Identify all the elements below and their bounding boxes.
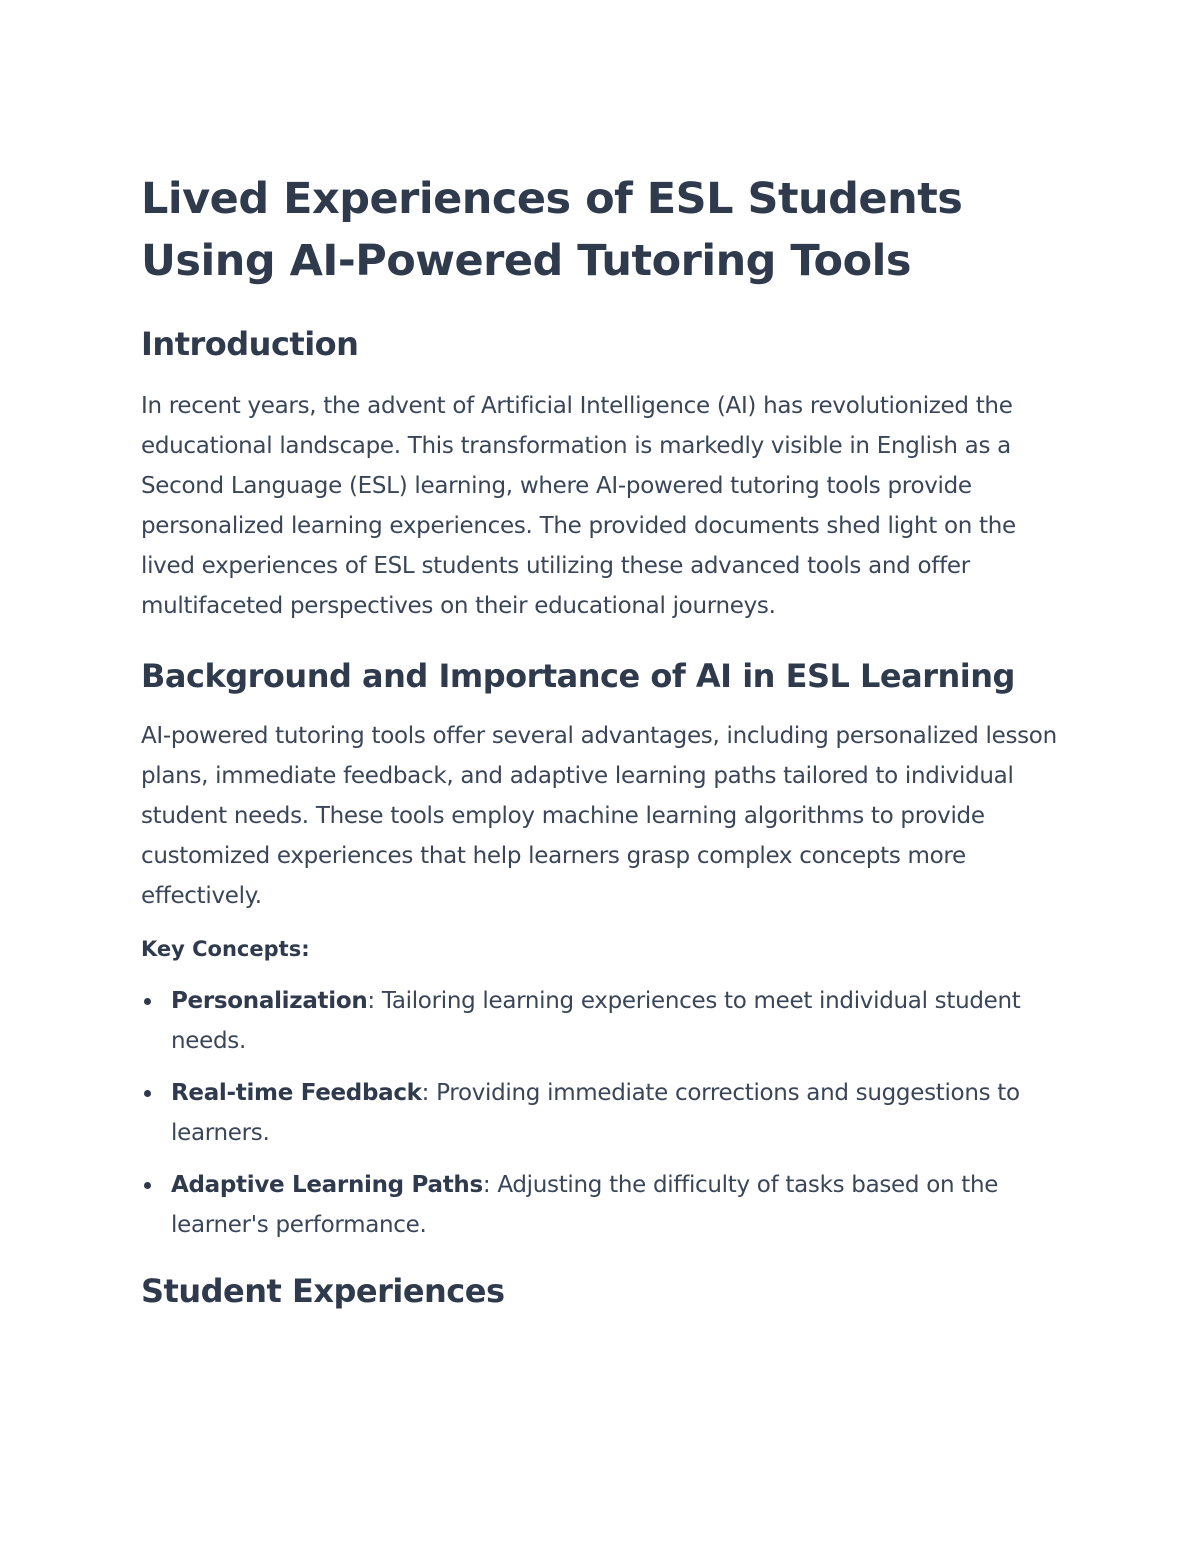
bullet-icon: [144, 998, 151, 1005]
key-concepts-label: Key Concepts:: [141, 937, 310, 961]
background-paragraph: AI-powered tutoring tools offer several advantages, including personalized lesson plans, immediate feedback, and adaptive learning paths tailored to individual student needs. These tools employ machine learning algorithms to provide customized experiences that help learners grasp complex concepts more effectively.: [141, 723, 1057, 909]
bullet-icon: [144, 1090, 151, 1097]
introduction-paragraph: In recent years, the advent of Artificial Intelligence (AI) has revolutionized the educational landscape. This transformation is markedly visible in English as a Second Language (ESL) learning, where AI-powered tutoring tools provide personalized learning experiences. The provided documents shed light on the lived experiences of ESL students utilizing these advanced tools and offer multifaceted perspectives on their educational journeys.: [141, 393, 1016, 619]
concept-description: : Tailoring learning experiences to meet individual student needs.: [171, 988, 1021, 1054]
document-title: Lived Experiences of ESL Students Using AI-Powered Tutoring Tools: [141, 174, 963, 286]
list-item: [141, 1165, 1061, 1245]
concept-description: : Adjusting the difficulty of tasks based on the learner's performance.: [171, 1172, 999, 1238]
bullet-icon: [144, 1182, 151, 1189]
section-heading-student-experiences: Student Experiences: [141, 1272, 505, 1310]
list-item: [141, 981, 1061, 1061]
section-heading-introduction: Introduction: [141, 325, 359, 363]
document-page: [141, 168, 1061, 1313]
key-concepts-list: [141, 981, 1061, 1245]
section-heading-background: Background and Importance of AI in ESL Learning: [141, 657, 1015, 695]
concept-term: Real-time Feedback: [171, 1080, 422, 1106]
list-item: [141, 1073, 1061, 1153]
concept-term: Personalization: [171, 988, 368, 1014]
concept-description: : Providing immediate corrections and suggestions to learners.: [171, 1080, 1020, 1146]
concept-term: Adaptive Learning Paths: [171, 1172, 483, 1198]
